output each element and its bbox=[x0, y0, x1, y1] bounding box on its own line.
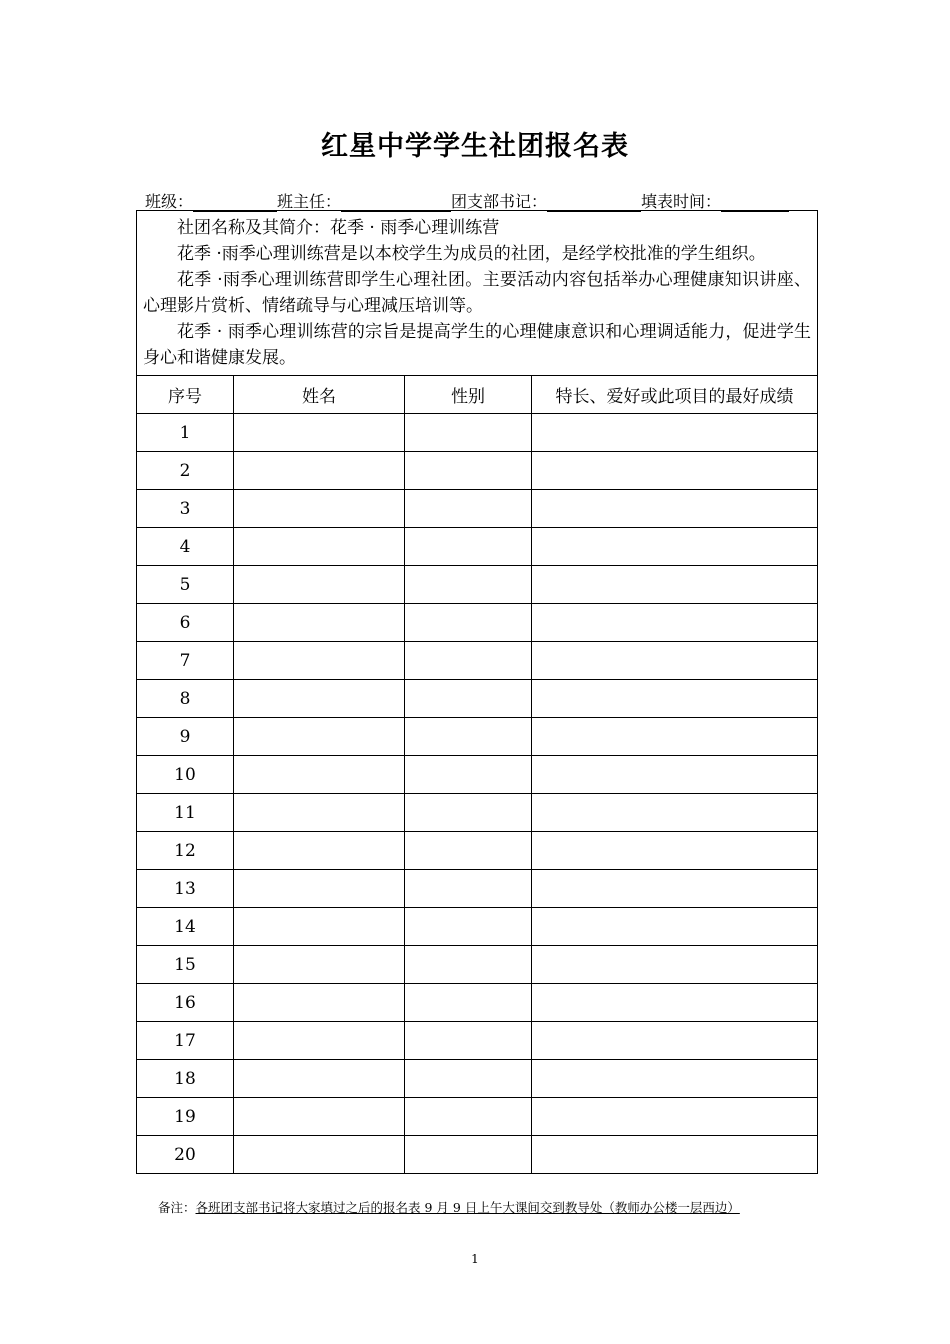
gender-cell[interactable] bbox=[405, 528, 532, 566]
gender-cell[interactable] bbox=[405, 490, 532, 528]
specialty-cell[interactable] bbox=[532, 1060, 818, 1098]
row-number: 13 bbox=[137, 870, 234, 908]
row-number: 17 bbox=[137, 1022, 234, 1060]
name-cell[interactable] bbox=[234, 832, 405, 870]
table-row bbox=[137, 832, 818, 870]
table-row bbox=[137, 414, 818, 452]
table-row bbox=[137, 984, 818, 1022]
teacher-label: 班主任： bbox=[277, 192, 342, 211]
table-row bbox=[137, 566, 818, 604]
row-number: 19 bbox=[137, 1098, 234, 1136]
specialty-cell[interactable] bbox=[532, 528, 818, 566]
gender-cell[interactable] bbox=[405, 604, 532, 642]
table-row bbox=[137, 452, 818, 490]
table-row bbox=[137, 908, 818, 946]
name-cell[interactable] bbox=[234, 1060, 405, 1098]
gender-cell[interactable] bbox=[405, 1098, 532, 1136]
specialty-cell[interactable] bbox=[532, 680, 818, 718]
footnote-text: 各班团支部书记将大家填过之后的报名表 9 月 9 日上午大课间交到教导处（教师办公楼一层西边） bbox=[195, 1200, 740, 1215]
table-row bbox=[137, 870, 818, 908]
specialty-cell[interactable] bbox=[532, 984, 818, 1022]
specialty-cell[interactable] bbox=[532, 604, 818, 642]
table-row bbox=[137, 1060, 818, 1098]
table-row bbox=[137, 718, 818, 756]
gender-cell[interactable] bbox=[405, 414, 532, 452]
specialty-cell[interactable] bbox=[532, 566, 818, 604]
club-intro bbox=[137, 211, 818, 376]
specialty-cell[interactable] bbox=[532, 490, 818, 528]
name-cell[interactable] bbox=[234, 756, 405, 794]
row-number: 20 bbox=[137, 1136, 234, 1174]
gender-cell[interactable] bbox=[405, 870, 532, 908]
column-header-gender: 性别 bbox=[405, 376, 532, 414]
row-number: 5 bbox=[137, 566, 234, 604]
specialty-cell[interactable] bbox=[532, 718, 818, 756]
club-intro-heading: 社团名称及其简介：花季 · 雨季心理训练营 bbox=[177, 218, 500, 238]
class-label: 班级： bbox=[145, 192, 194, 211]
footnote bbox=[158, 1198, 740, 1216]
name-cell[interactable] bbox=[234, 794, 405, 832]
specialty-cell[interactable] bbox=[532, 414, 818, 452]
column-header-name: 姓名 bbox=[234, 376, 405, 414]
gender-cell[interactable] bbox=[405, 566, 532, 604]
gender-cell[interactable] bbox=[405, 794, 532, 832]
specialty-cell[interactable] bbox=[532, 1022, 818, 1060]
form-title: 红星中学学生社团报名表 bbox=[321, 131, 629, 162]
table-row bbox=[137, 1098, 818, 1136]
table-header-row bbox=[137, 376, 818, 414]
name-cell[interactable] bbox=[234, 1022, 405, 1060]
name-cell[interactable] bbox=[234, 604, 405, 642]
table-row bbox=[137, 794, 818, 832]
form-header-fields bbox=[145, 190, 789, 212]
specialty-cell[interactable] bbox=[532, 946, 818, 984]
specialty-cell[interactable] bbox=[532, 642, 818, 680]
name-cell[interactable] bbox=[234, 946, 405, 984]
specialty-cell[interactable] bbox=[532, 870, 818, 908]
name-cell[interactable] bbox=[234, 680, 405, 718]
row-number: 15 bbox=[137, 946, 234, 984]
row-number: 8 bbox=[137, 680, 234, 718]
row-number: 7 bbox=[137, 642, 234, 680]
name-cell[interactable] bbox=[234, 566, 405, 604]
name-cell[interactable] bbox=[234, 414, 405, 452]
name-cell[interactable] bbox=[234, 528, 405, 566]
gender-cell[interactable] bbox=[405, 832, 532, 870]
gender-cell[interactable] bbox=[405, 642, 532, 680]
gender-cell[interactable] bbox=[405, 1060, 532, 1098]
row-number: 11 bbox=[137, 794, 234, 832]
table-row bbox=[137, 1022, 818, 1060]
row-number: 18 bbox=[137, 1060, 234, 1098]
club-intro-paragraph-3: 花季 · 雨季心理训练营的宗旨是提高学生的心理健康意识和心理调适能力，促进学生身心和谐健康发展。 bbox=[143, 322, 811, 368]
column-header-specialty: 特长、爱好或此项目的最好成绩 bbox=[532, 376, 818, 414]
specialty-cell[interactable] bbox=[532, 908, 818, 946]
footnote-prefix: 备注： bbox=[158, 1200, 196, 1215]
gender-cell[interactable] bbox=[405, 452, 532, 490]
table-row bbox=[137, 642, 818, 680]
name-cell[interactable] bbox=[234, 642, 405, 680]
name-cell[interactable] bbox=[234, 490, 405, 528]
table-row bbox=[137, 756, 818, 794]
row-number: 2 bbox=[137, 452, 234, 490]
name-cell[interactable] bbox=[234, 452, 405, 490]
row-number: 1 bbox=[137, 414, 234, 452]
specialty-cell[interactable] bbox=[532, 794, 818, 832]
table-row bbox=[137, 1136, 818, 1174]
secretary-label: 团支部书记： bbox=[451, 192, 548, 211]
specialty-cell[interactable] bbox=[532, 1098, 818, 1136]
gender-cell[interactable] bbox=[405, 908, 532, 946]
name-cell[interactable] bbox=[234, 870, 405, 908]
gender-cell[interactable] bbox=[405, 680, 532, 718]
specialty-cell[interactable] bbox=[532, 756, 818, 794]
row-number: 4 bbox=[137, 528, 234, 566]
club-intro-paragraph-1: 花季 ·雨季心理训练营是以本校学生为成员的社团，是经学校批准的学生组织。 bbox=[177, 244, 766, 264]
row-number: 12 bbox=[137, 832, 234, 870]
column-header-number: 序号 bbox=[137, 376, 234, 414]
name-cell[interactable] bbox=[234, 1098, 405, 1136]
page-number: 1 bbox=[471, 1252, 479, 1266]
gender-cell[interactable] bbox=[405, 756, 532, 794]
row-number: 16 bbox=[137, 984, 234, 1022]
gender-cell[interactable] bbox=[405, 946, 532, 984]
name-cell[interactable] bbox=[234, 984, 405, 1022]
row-number: 10 bbox=[137, 756, 234, 794]
specialty-cell[interactable] bbox=[532, 452, 818, 490]
registration-table bbox=[136, 210, 818, 1174]
name-cell[interactable] bbox=[234, 1136, 405, 1174]
gender-cell[interactable] bbox=[405, 1022, 532, 1060]
specialty-cell[interactable] bbox=[532, 832, 818, 870]
club-intro-paragraph-2: 花季 ·雨季心理训练营即学生心理社团。主要活动内容包括举办心理健康知识讲座、心理影片赏析、情绪疏导与心理减压培训等。 bbox=[143, 270, 811, 316]
row-number: 14 bbox=[137, 908, 234, 946]
table-row bbox=[137, 604, 818, 642]
gender-cell[interactable] bbox=[405, 984, 532, 1022]
row-number: 3 bbox=[137, 490, 234, 528]
name-cell[interactable] bbox=[234, 908, 405, 946]
row-number: 9 bbox=[137, 718, 234, 756]
date-label: 填表时间： bbox=[641, 192, 722, 211]
gender-cell[interactable] bbox=[405, 718, 532, 756]
table-row bbox=[137, 946, 818, 984]
table-row bbox=[137, 680, 818, 718]
table-row bbox=[137, 528, 818, 566]
name-cell[interactable] bbox=[234, 718, 405, 756]
row-number: 6 bbox=[137, 604, 234, 642]
specialty-cell[interactable] bbox=[532, 1136, 818, 1174]
table-row bbox=[137, 490, 818, 528]
gender-cell[interactable] bbox=[405, 1136, 532, 1174]
